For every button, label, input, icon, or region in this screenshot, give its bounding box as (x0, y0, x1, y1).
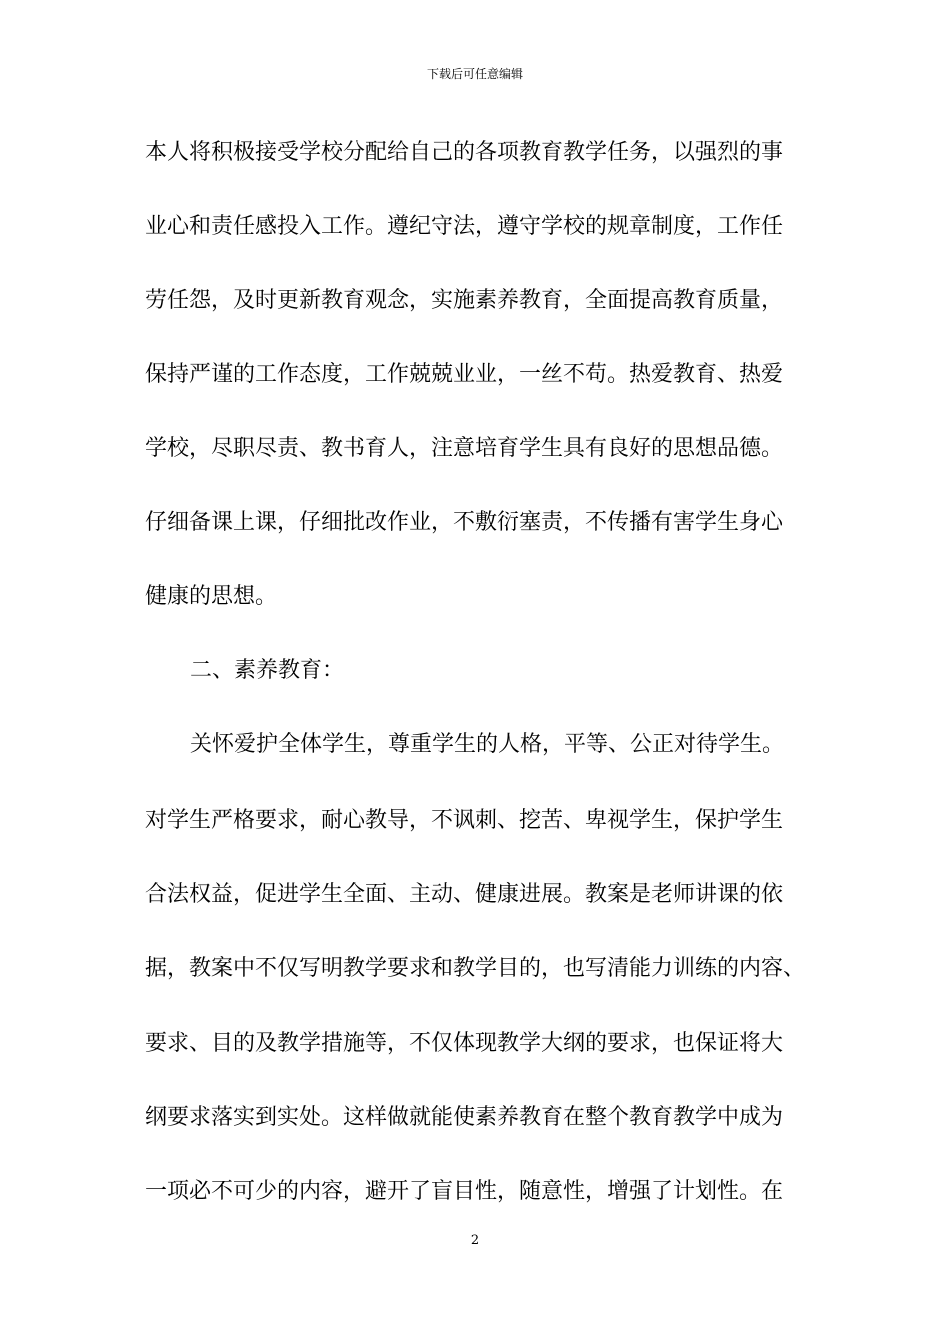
text-line: 本人将积极接受学校分配给自己的各项教育教学任务，以强烈的事 (145, 140, 784, 165)
page-number: 2 (470, 1233, 480, 1248)
section-heading: 二、素养教育： (190, 658, 345, 683)
text-line: 仔细备课上课，仔细批改作业，不敷衍塞责，不传播有害学生身心 (145, 510, 784, 535)
text-line: 保持严谨的工作态度，工作兢兢业业，一丝不苟。热爱教育、热爱 (145, 362, 784, 387)
text-line: 劳任怨，及时更新教育观念，实施素养教育，全面提高教育质量， (145, 288, 784, 313)
page-header: 下载后可任意编辑 (426, 67, 523, 81)
text-line: 合法权益，促进学生全面、主动、健康进展。教案是老师讲课的依 (145, 882, 784, 907)
text-line: 一项必不可少的内容，避开了盲目性，随意性，增强了计划性。在 (145, 1179, 784, 1204)
text-line: 学校，尽职尽责、教书育人，注意培育学生具有良好的思想品德。 (145, 436, 784, 461)
text-line: 要求、目的及教学措施等，不仅体现教学大纲的要求，也保证将大 (145, 1031, 784, 1056)
text-line: 纲要求落实到实处。这样做就能使素养教育在整个教育教学中成为 (145, 1105, 784, 1130)
text-line: 业心和责任感投入工作。遵纪守法，遵守学校的规章制度，工作任 (145, 214, 784, 239)
text-line: 对学生严格要求，耐心教导，不讽刺、挖苦、卑视学生，保护学生 (145, 808, 784, 833)
paragraph-first-line: 关怀爱护全体学生，尊重学生的人格，平等、公正对待学生。 (190, 732, 785, 757)
text-line: 健康的思想。 (145, 584, 278, 609)
text-line: 据，教案中不仅写明教学要求和教学目的，也写清能力训练的内容、 (145, 956, 806, 981)
